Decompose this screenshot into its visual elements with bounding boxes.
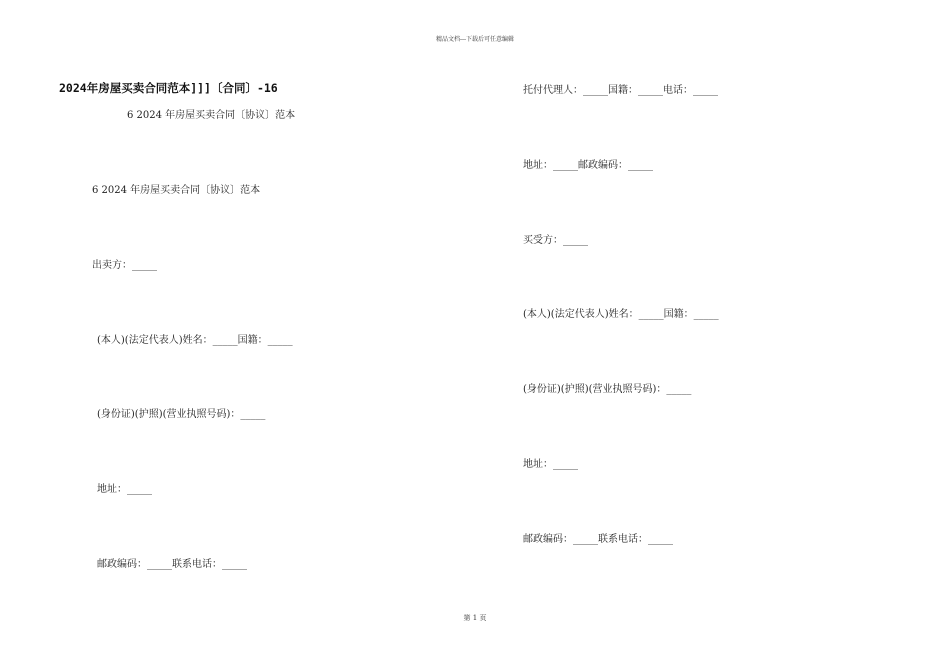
buyer-name-nationality-line: (本人)(法定代表人)姓名：_____国籍：_____ xyxy=(523,309,719,320)
subtitle-line: 6 2024 年房屋买卖合同〔协议〕范本 xyxy=(127,110,296,121)
document-title: 2024年房屋买卖合同范本]]]〔合同〕-16 xyxy=(59,81,278,95)
seller-id-line: (身份证)(护照)(营业执照号码)：_____ xyxy=(97,409,266,420)
seller-line: 出卖方：_____ xyxy=(92,260,157,271)
seller-postcode-phone-line: 邮政编码：_____联系电话：_____ xyxy=(97,559,247,570)
agent-line: 托付代理人：_____国籍：_____电话：_____ xyxy=(523,85,718,96)
page-number: 第 1 页 xyxy=(463,614,487,622)
buyer-line: 买受方：_____ xyxy=(523,235,588,246)
seller-address-line: 地址：_____ xyxy=(97,484,152,495)
buyer-id-line: (身份证)(护照)(营业执照号码)：_____ xyxy=(523,384,692,395)
subtitle-line-repeat: 6 2024 年房屋买卖合同〔协议〕范本 xyxy=(92,185,261,196)
page-header: 精品文档---下载后可任意编辑 xyxy=(435,36,515,43)
agent-address-postcode-line: 地址：_____邮政编码：_____ xyxy=(523,160,653,171)
seller-name-nationality-line: (本人)(法定代表人)姓名：_____国籍：_____ xyxy=(97,335,293,346)
buyer-postcode-phone-line: 邮政编码：_____联系电话：_____ xyxy=(523,534,673,545)
buyer-address-line: 地址：_____ xyxy=(523,459,578,470)
